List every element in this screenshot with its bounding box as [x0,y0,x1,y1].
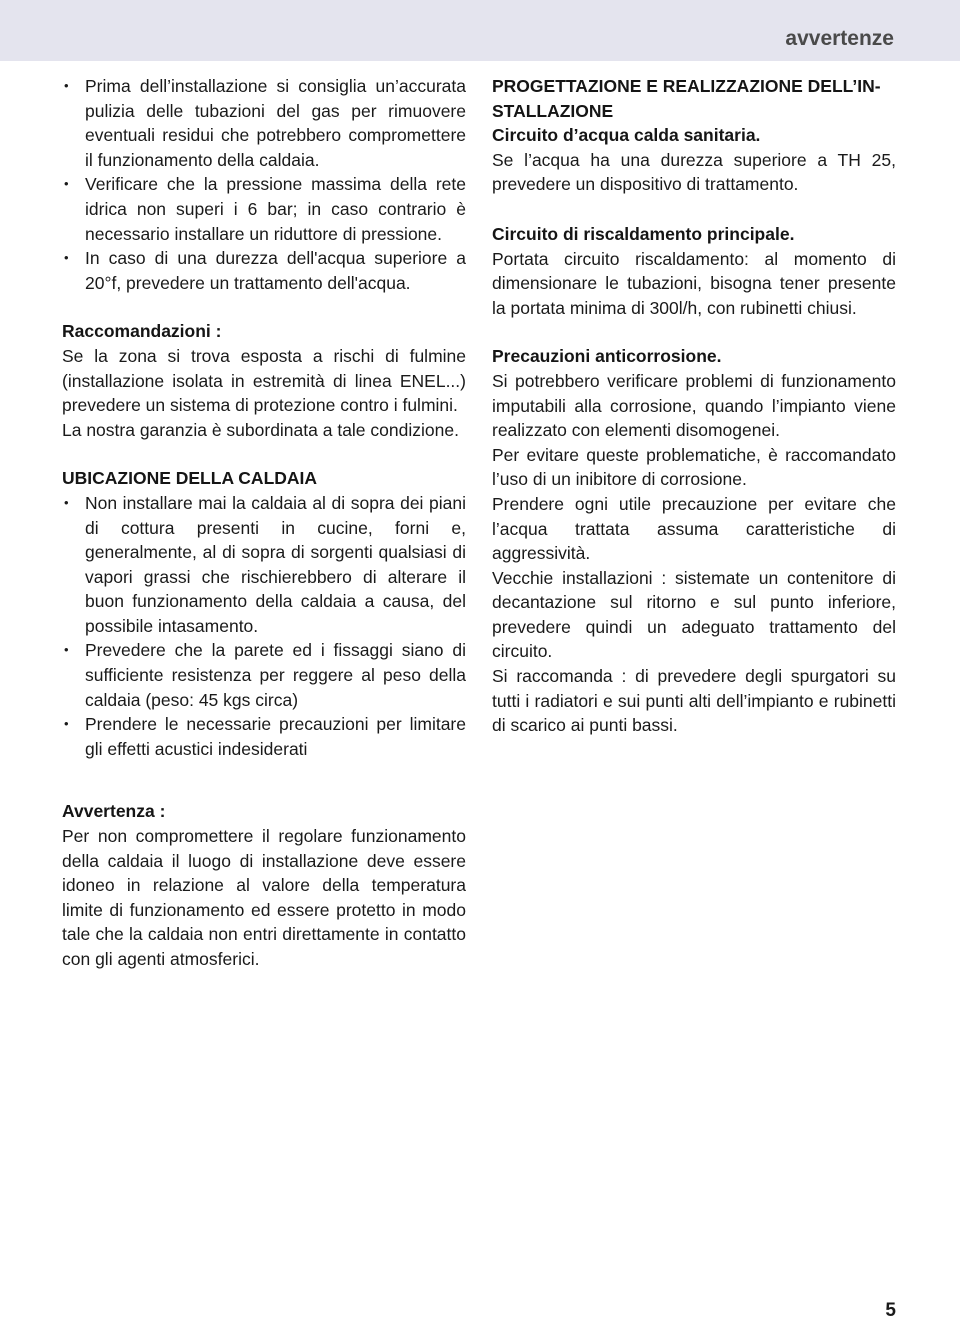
section-title: avvertenze [785,27,894,50]
list-item: • In caso di una durezza dell'acqua superiore a 20°f, prevedere un trattamento dell'acqua. [62,246,466,295]
garanzia-text: La nostra garanzia è subordinata a tale condizione. [62,419,459,440]
anticorrosione-paragraph: Si raccomanda : di prevedere degli spurgatori su tutti i radiatori e sui punti alti dell’impianto e rubinetti di scarico ai punti bassi. [492,666,896,736]
right-column [492,74,896,738]
avvertenza-text: Per non compromettere il regolare funzionamento della caldaia il luogo di installazione deve essere idoneo in relazione al valore della temperatura limite di funzionamento ed essere protetto in modo tale che la caldaia non entri direttamente in contatto con gli agenti atmosferici. [62,826,466,969]
sanitaria-heading: Circuito d’acqua calda sanitaria. [492,125,761,146]
left-column [62,74,466,972]
list-item: • Prendere le necessarie precauzioni per limitare gli effetti acustici indesiderati [62,712,466,761]
raccomandazioni-heading: Raccomandazioni : [62,321,222,342]
list-item: • Verificare che la pressione massima della rete idrica non superi i 6 bar; in caso contrario è necessario installare un riduttore di pressione. [62,172,466,246]
list-item: • Non installare mai la caldaia al di sopra dei piani di cottura presenti in cucine, forni e, generalmente, al di sopra di sorgenti qualsiasi di vapori grassi che rischierebbero di alterare il buon funzionamento della caldaia a causa, del possibile intasamento. [62,491,466,639]
raccomandazioni-text: Se la zona si trova esposta a rischi di fulmine (installazione isolata in estremità di linea ENEL...) prevedere un sistema di protezione contro i fulmini. [62,345,466,416]
intro-list [62,74,466,295]
list-item: • Prima dell’installazione si consiglia un’accurata pulizia delle tubazioni del gas per rimuovere eventuali residui che potrebbero compromettere il funzionamento della caldaia. [62,74,466,172]
anticorrosione-heading: Precauzioni anticorrosione. [492,346,722,367]
anticorrosione-paragraph: Vecchie installazioni : sistemate un contenitore di decantazione sul ritorno e sul punto inferiore, prevedere quindi un adeguato trattamento del circuito. [492,567,896,662]
ubicazione-list [62,491,466,762]
riscaldamento-text: Portata circuito riscaldamento: al momento di dimensionare le tubazioni, bisogna tener presente la portata minima di 300l/h, con rubinetti chiusi. [492,248,896,318]
ubicazione-heading: UBICAZIONE DELLA CALDAIA [62,468,318,489]
page-number: 5 [885,1300,896,1321]
progettazione-heading-line2: STALLAZIONE [492,100,614,121]
anticorrosione-paragraph: Prendere ogni utile precauzione per evitare che l’acqua trattata assuma caratteristiche di aggressività. [492,493,896,564]
anticorrosione-paragraph: Per evitare queste problematiche, è raccomandato l’uso di un inibitore di corrosione. [492,444,896,490]
anticorrosione-paragraph: Si potrebbero verificare problemi di funzionamento imputabili alla corrosione, quando l’impianto viene realizzato con elementi disomogenei. [492,370,896,441]
riscaldamento-heading: Circuito di riscaldamento principale. [492,223,795,244]
avvertenza-heading: Avvertenza : [62,801,166,822]
progettazione-heading-line1: PROGETTAZIONE E REALIZZAZIONE DELL’IN- [492,76,881,96]
sanitaria-text: Se l’acqua ha una durezza superiore a TH 25, prevedere un dispositivo di trattamento. [492,149,896,195]
list-item: • Prevedere che la parete ed i fissaggi siano di sufficiente resistenza per reggere al peso della caldaia (peso: 45 kgs circa) [62,638,466,712]
